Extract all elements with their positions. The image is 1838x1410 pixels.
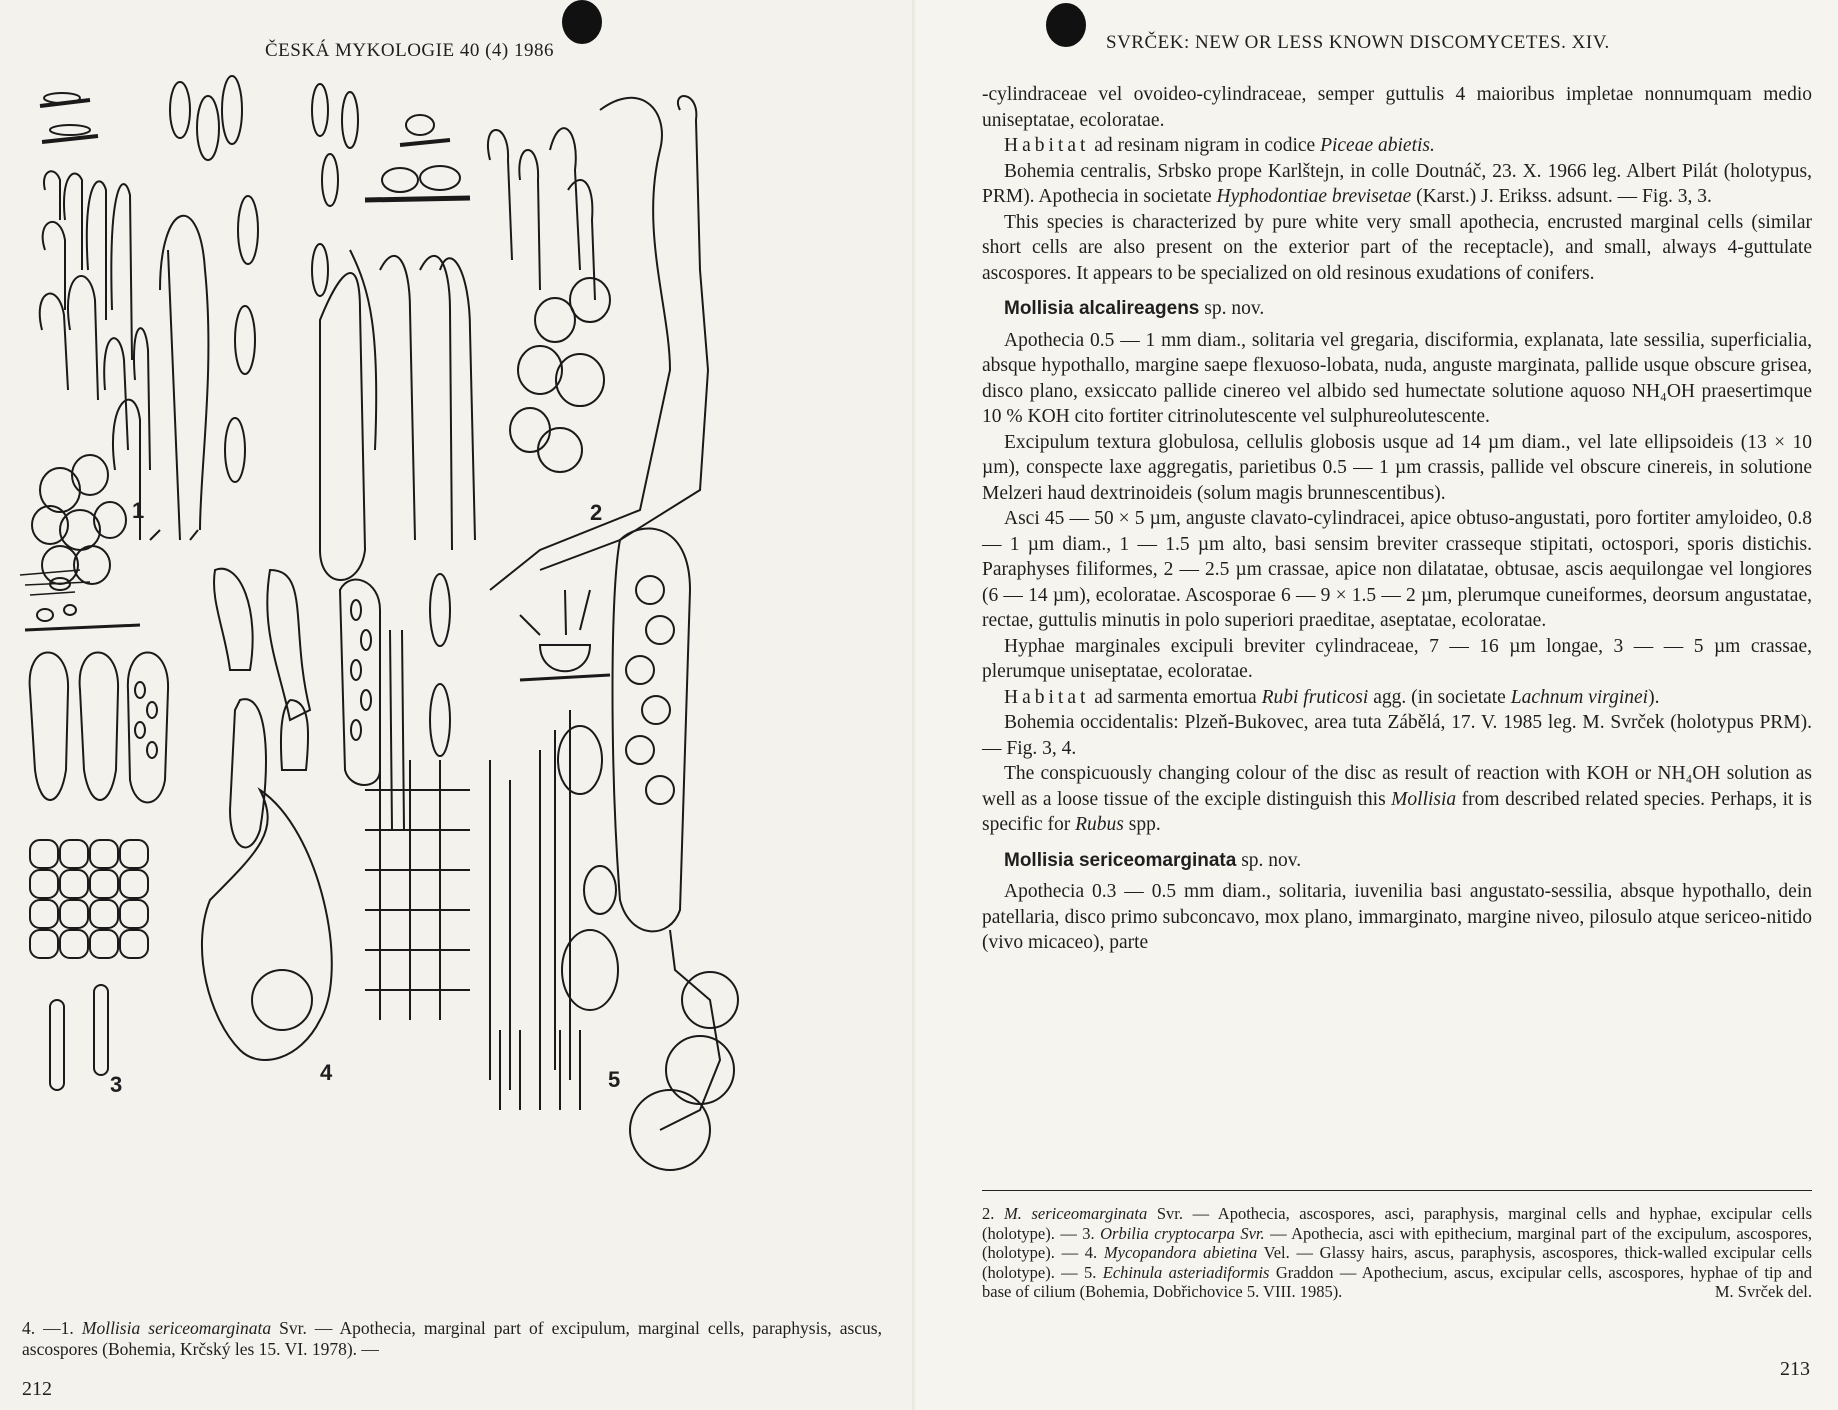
panel-4-drawing	[202, 569, 470, 1060]
paragraph-habitat-2: Habitat ad sarmenta emortua Rubi fruticosi agg. (in societate Lachnum virginei).	[1004, 686, 1660, 708]
plate-drawing	[20, 70, 900, 1300]
running-head-right: SVRČEK: NEW OR LESS KNOWN DISCOMYCETES. XIV.	[1106, 32, 1610, 53]
figure-label-1: 1	[132, 498, 145, 523]
paragraph-continued: -cylindraceae vel ovoideo-cylindraceae, semper guttulis 4 maioribus impletae nonnumquam medio uniseptatae, ecoloratae.	[982, 84, 1812, 131]
paragraph-locality-2: Bohemia occidentalis: Plzeň-Bukovec, area tuta Zábělá, 17. V. 1985 leg. M. Svrček (holotypus PRM). — Fig. 3, 4.	[982, 712, 1812, 759]
panel-1-drawing	[32, 76, 258, 584]
species-heading-sericeomarginata: Mollisia sericeomarginata sp. nov.	[1004, 849, 1302, 871]
page-number-left: 212	[22, 1378, 52, 1400]
figure-label-3: 3	[110, 1072, 123, 1097]
footnote-rule	[982, 1190, 1812, 1191]
figure-caption-right: 2. M. sericeomarginata Svr. — Apothecia, ascospores, asci, paraphysis, marginal cells and hyphae, excipular cells (holotype). — 3. Orbilia cryptocarpa Svr. — Apothecia, asci with epithecium, marginal part of the excipulum, ascospores, (holotype). — 4. Mycopandora abietina Vel. — Glassy hairs, ascus, paraphysis, ascospores, thick-walled excipular cells (holotype). — 5. Echinula asteriadiformis Graddon — Apothecium, ascus, excipular cells, ascospores, hyphae of tip and base of cilium (Bohemia, Dobřichovice 5. VIII. 1985). M. Svrček del.	[982, 1204, 1813, 1301]
figure-label-5: 5	[608, 1067, 621, 1092]
paragraph-apothecia-3: Apothecia 0.3 — 0.5 mm diam., solitaria, iuvenilia basi angustato-sessilia, absque hypothallo, dein patellaria, disco primo subconcavo, mox plano, immarginato, margine niveo, pilosulo atque sericeo-nitido (vivo micaceo), parte	[982, 881, 1812, 953]
panel-2-drawing	[312, 84, 708, 590]
figure-label-2: 2	[590, 500, 603, 525]
page-number-right: 213	[1780, 1358, 1810, 1380]
paragraph-excipulum-2: Excipulum textura globulosa, cellulis globosis usque ad 14 µm diam., vel late ellipsoideis (13 × 10 µm), conspecte laxe aggregatis, parietibus 0.5 — 1 µm crassis, pallide vel obscure cinereis, in solutione Melzeri haud dextrinoideis (solum magis brunnescentibus).	[982, 431, 1812, 504]
illustrator-signature: M. Svrček del.	[1714, 1282, 1812, 1301]
paragraph-apothecia-2: Apothecia 0.5 — 1 mm diam., solitaria vel gregaria, disciformia, explanata, late sessilia, superficialia, absque hypothallo, margine saepe flexuoso-lobata, nuda, anguste marginata, pallide usque obscure grisea, disco plano, exsiccato pallide cinereo vel albido sed humectate solutione aquoso NH₄OH praesertimque 10 % KOH cito fortiter citrinolutescente vel sulphureolutescente.	[982, 329, 1812, 427]
figure-caption-left: 4. —1. Mollisia sericeomarginata Svr. — Apothecia, marginal part of excipulum, marginal cells, paraphysis, ascus, ascospores (Bohemia, Krčský les 15. VI. 1978). —	[22, 1318, 882, 1359]
paragraph-habitat-1: Habitat ad resinam nigram in codice Piceae abietis.	[1004, 135, 1435, 156]
species-heading-alcalireagens: Mollisia alcalireagens sp. nov.	[1004, 298, 1265, 319]
left-page	[0, 0, 918, 1410]
botanical-plate-figure	[20, 70, 900, 1300]
paragraph-hyphae-2: Hyphae marginales excipuli breviter cylindraceae, 7 — 16 µm longae, 3 — — 5 µm crassae, plerumque uniseptatae, ecoloratae.	[982, 635, 1812, 682]
figure-label-4: 4	[320, 1060, 333, 1085]
panel-3-drawing	[20, 570, 168, 1090]
binder-hole	[562, 0, 602, 44]
main-body-text	[982, 82, 1812, 956]
binder-hole	[1046, 3, 1086, 47]
paragraph-english-1: This species is characterized by pure white very small apothecia, encrusted marginal cells (similar short cells are also present on the exterior part of the receptacle), and small, always 4-guttulate ascospores. It appears to be specialized on old resinous exudations of conifers.	[982, 211, 1812, 284]
paragraph-english-2: The conspicuously changing colour of the disc as result of reaction with KOH or NH₄OH solution as well as a loose tissue of the exciple distinguish this Mollisia from described related species. Perhaps, it is specific for Rubus spp.	[982, 763, 1812, 835]
paragraph-locality-1: Bohemia centralis, Srbsko prope Karlštejn, in colle Doutnáč, 23. X. 1966 leg. Albert Pilát (holotypus, PRM). Apothecia in societate Hyphodontiae brevisetae (Karst.) J. Erikss. adsunt. — Fig. 3, 3.	[982, 160, 1812, 207]
paragraph-asci-2: Asci 45 — 50 × 5 µm, anguste clavato-cylindracei, apice obtuso-angustati, poro fortiter amyloideo, 0.8 — 1 µm diam., 1 — 1.5 µm alto, basi sensim breviter crasseque stipitati, octospori, sporis distichis. Paraphyses filiformes, 2 — 2.5 µm crassae, apice non dilatatae, obtusae, ascis aequilongae vel longiores (6 — 14 µm), ecoloratae. Ascosporae 6 — 9 × 1.5 — 2 µm, plerumque cuneiformes, deorsum angustatae, rectae, guttulis minutis in polo superiori praeditae, aseptatae, ecoloratae.	[982, 508, 1812, 631]
running-head-left: ČESKÁ MYKOLOGIE 40 (4) 1986	[265, 40, 554, 61]
